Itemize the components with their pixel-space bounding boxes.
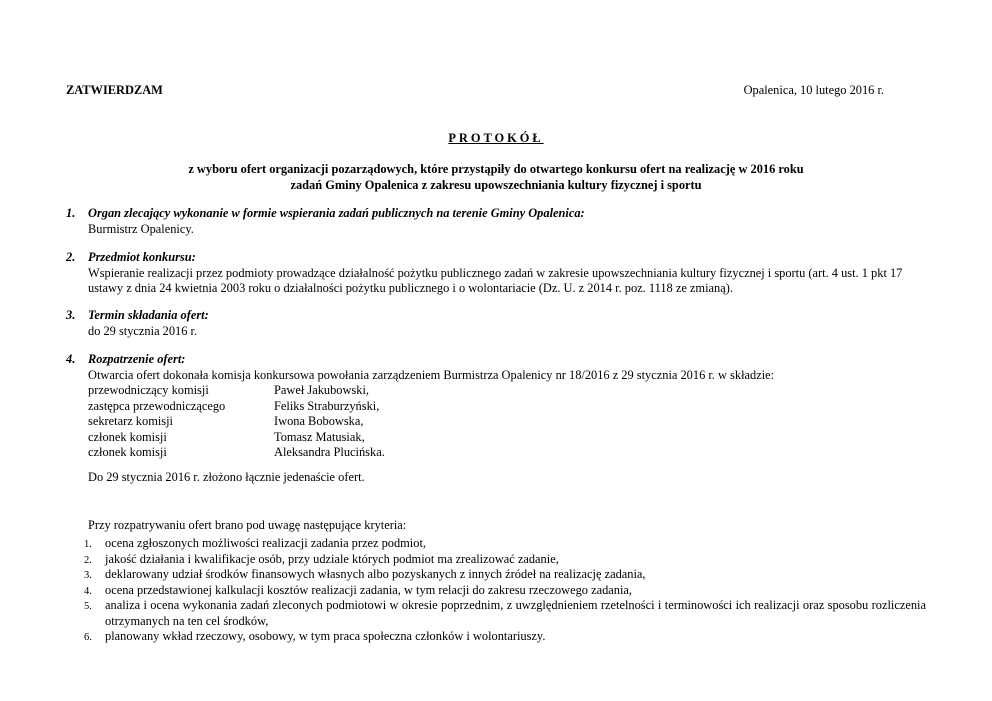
criteria-number: 5.	[84, 601, 92, 612]
list-item	[66, 629, 926, 645]
criteria-number: 1.	[84, 539, 92, 550]
approval-label: ZATWIERDZAM	[66, 83, 163, 97]
section-body: Burmistrz Opalenicy.	[88, 221, 194, 236]
criteria-list	[66, 536, 926, 645]
criteria-text: ocena przedstawionej kalkulacji kosztów realizacji zadania, w tym relacji do zakresu rzeczowego zadania,	[105, 582, 633, 597]
criteria-text: planowany wkład rzeczowy, osobowy, w tym praca społeczna członków i wolontariuszy.	[105, 629, 546, 643]
list-item	[66, 552, 926, 568]
member-role: zastępca przewodniczącego	[88, 398, 226, 413]
member-name: Paweł Jakubowski,	[274, 383, 369, 397]
criteria-number: 6.	[84, 632, 92, 643]
section-heading: Termin składania ofert:	[88, 308, 209, 322]
criteria-text: ocena zgłoszonych możliwości realizacji zadania przez podmiot,	[105, 536, 426, 550]
place-date: Opalenica, 10 lutego 2016 r.	[743, 83, 884, 97]
section-number: 2.	[66, 250, 76, 264]
criteria-number: 3.	[84, 570, 92, 581]
section-body: Otwarcia ofert dokonała komisja konkursowa powołania zarządzeniem Burmistrza Opalenicy nr 18/2016 z 29 stycznia 2016 r. w składzie:	[88, 367, 775, 382]
section-2	[66, 250, 926, 297]
criteria-text: deklarowany udział środków finansowych własnych albo pozyskanych z innych źródeł na realizację zadania,	[105, 567, 646, 581]
list-item	[66, 567, 926, 583]
criteria-intro: Przy rozpatrywaniu ofert brano pod uwagę następujące kryteria:	[88, 518, 407, 532]
offers-count-note: Do 29 stycznia 2016 r. złożono łącznie jedenaście ofert.	[88, 470, 365, 484]
section-heading: Organ zlecający wykonanie w formie wspierania zadań publicznych na terenie Gminy Opalenica:	[88, 206, 585, 220]
list-item	[66, 598, 926, 629]
section-3	[66, 308, 926, 339]
subtitle-line-1: z wyboru ofert organizacji pozarządowych, które przystąpiły do otwartego konkursu ofert na realizację w 2016 roku	[188, 162, 804, 176]
criteria-number: 2.	[84, 554, 92, 566]
document-title: PROTOKÓŁ	[448, 131, 544, 145]
member-role: sekretarz komisji	[88, 414, 173, 428]
criteria-text: jakość działania i kwalifikacje osób, przy udziale których podmiot ma zrealizować zadanie,	[105, 551, 559, 566]
member-name: Feliks Straburzyński,	[274, 398, 380, 413]
member-role: członek komisji	[88, 445, 167, 459]
member-name: Iwona Bobowska,	[274, 414, 364, 428]
section-heading: Przedmiot konkursu:	[88, 250, 196, 264]
section-number: 4.	[66, 352, 76, 366]
member-role: przewodniczący komisji	[88, 383, 209, 397]
section-body: Wspieranie realizacji przez podmioty prowadzące działalność pożytku publicznego zadań w zakresie upowszechniania kultury fizycznej i sportu (art. 4 ust. 1 pkt 17 ustawy z dnia 24 kwietnia 2003 roku o działalności pożytku publicznego i o wolontariacie (Dz. U. z 2014 r. poz. 1118 ze zmianą).	[88, 265, 903, 295]
member-role: członek komisji	[88, 429, 167, 444]
member-name: Tomasz Matusiak,	[274, 429, 365, 444]
section-4	[66, 352, 926, 383]
document-subtitle	[100, 162, 892, 193]
section-body: do 29 stycznia 2016 r.	[88, 323, 198, 338]
section-number: 1.	[66, 206, 76, 220]
criteria-number: 4.	[84, 585, 92, 597]
member-name: Aleksandra Plucińska.	[274, 445, 385, 459]
subtitle-line-2: zadań Gminy Opalenica z zakresu upowszechniania kultury fizycznej i sportu	[290, 177, 702, 192]
list-item	[66, 583, 926, 599]
list-item	[66, 536, 926, 552]
section-heading: Rozpatrzenie ofert:	[88, 352, 186, 366]
criteria-text: analiza i ocena wykonania zadań zleconych podmiotowi w okresie poprzednim, z uwzględnieniem rzetelności i terminowości ich realizacji oraz sposobu rozliczenia otrzymanych na ten cel środków,	[105, 598, 926, 628]
section-number: 3.	[66, 308, 76, 322]
section-1	[66, 206, 926, 237]
